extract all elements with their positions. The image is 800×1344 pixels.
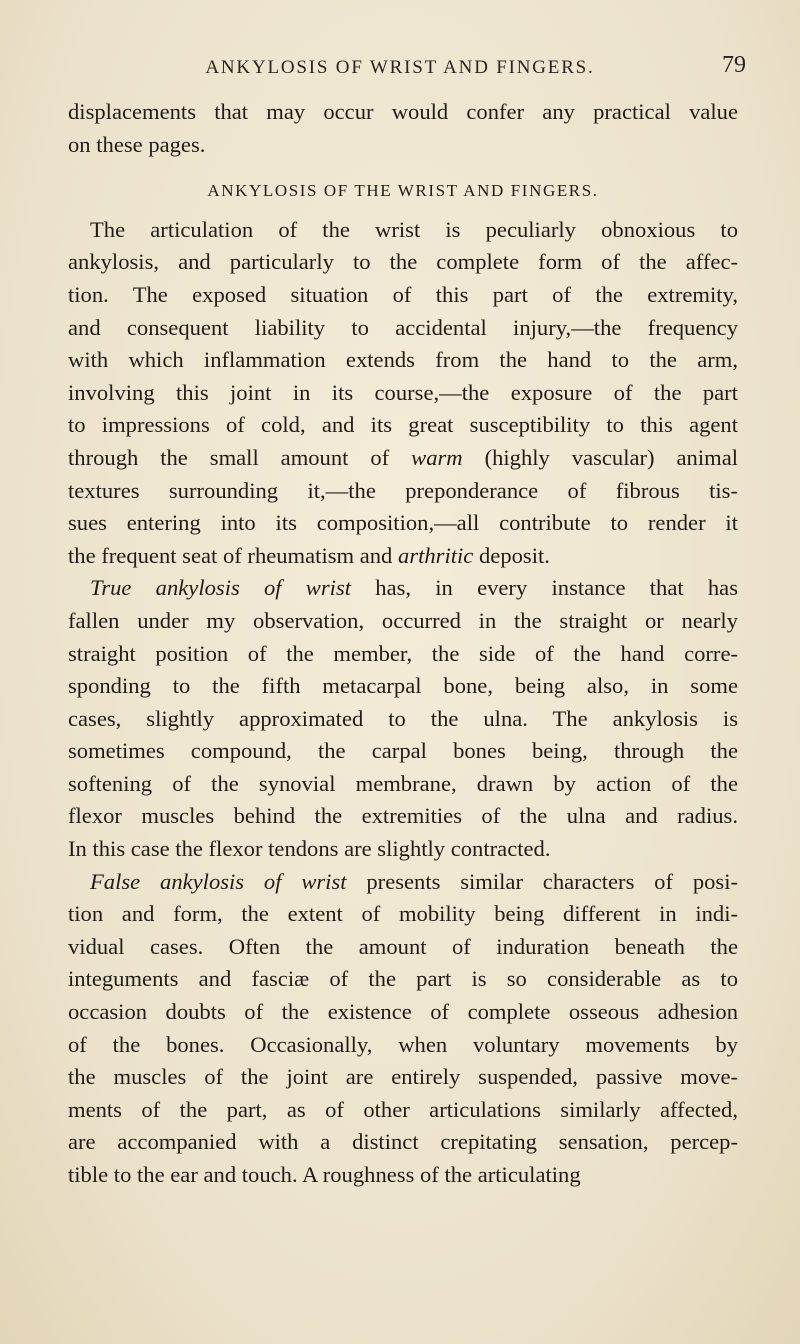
text-line: The articulation of the wrist is peculiarly obnoxious to: [90, 216, 738, 242]
text-line: involving this joint in its course,—the exposure of the part: [68, 379, 738, 405]
italic-term: warm: [411, 444, 463, 470]
text-line: ments of the part, as of other articulations similarly affected,: [68, 1096, 738, 1122]
text-line: to impressions of cold, and its great susceptibility to this agent: [68, 412, 738, 438]
text-line: [68, 540, 738, 573]
text-line: straight position of the member, the side of the hand corre-: [68, 640, 738, 666]
text-segment: presents similar characters of posi-: [346, 868, 739, 894]
text-segment: the frequent seat of rheumatism and: [68, 542, 399, 568]
text-line: the muscles of the joint are entirely suspended, passive move-: [68, 1064, 738, 1090]
text-segment: (highly vascular) animal: [462, 444, 738, 470]
page-number: 79: [722, 52, 746, 78]
text-line: vidual cases. Often the amount of induration beneath the: [68, 933, 738, 959]
text-line: [68, 442, 738, 475]
text-line: sponding to the fifth metacarpal bone, being also, in some: [68, 673, 738, 699]
italic-term: True ankylosis of wrist: [90, 575, 352, 601]
text-line: cases, slightly approximated to the ulna. The ankylosis is: [68, 705, 738, 731]
body-text: [68, 96, 738, 1192]
text-segment: has, in every instance that has: [351, 575, 738, 601]
text-line: tion. The exposed situation of this part of the extremity,: [68, 281, 738, 307]
text-line: In this case the flexor tendons are slightly contracted.: [68, 836, 551, 862]
text-line: textures surrounding it,—the preponderance of fibrous tis-: [68, 477, 738, 503]
text-segment: deposit.: [473, 542, 550, 568]
text-line: on these pages.: [68, 131, 206, 157]
text-line: of the bones. Occasionally, when voluntary movements by: [68, 1031, 738, 1057]
text-line: integuments and fasciæ of the part is so considerable as to: [68, 966, 738, 992]
italic-term: arthritic: [398, 542, 474, 568]
text-line: [68, 866, 738, 899]
section-heading: ANKYLOSIS OF THE WRIST AND FINGERS.: [207, 181, 599, 201]
text-line: sues entering into its composition,—all contribute to render it: [68, 510, 738, 536]
running-head: ANKYLOSIS OF WRIST AND FINGERS.: [205, 57, 595, 78]
text-line: tible to the ear and touch. A roughness of the articulating: [68, 1162, 581, 1187]
text-line: are accompanied with a distinct crepitating sensation, percep-: [68, 1129, 738, 1155]
text-line: occasion doubts of the existence of complete osseous adhesion: [68, 999, 738, 1025]
italic-term: False ankylosis of wrist: [90, 868, 347, 894]
text-line: fallen under my observation, occurred in the straight or nearly: [68, 607, 738, 633]
text-segment: through the small amount of: [68, 444, 412, 470]
text-line: tion and form, the extent of mobility being different in indi-: [68, 901, 738, 927]
text-line: and consequent liability to accidental injury,—the frequency: [68, 314, 738, 340]
text-line: with which inflammation extends from the hand to the arm,: [68, 347, 738, 373]
text-line: [68, 572, 738, 605]
text-line: displacements that may occur would confer any practical value: [68, 99, 738, 124]
text-line: softening of the synovial membrane, drawn by action of the: [68, 770, 738, 796]
text-line: ankylosis, and particularly to the complete form of the affec-: [68, 249, 738, 275]
text-line: flexor muscles behind the extremities of the ulna and radius.: [68, 803, 738, 829]
text-line: sometimes compound, the carpal bones being, through the: [68, 738, 738, 764]
